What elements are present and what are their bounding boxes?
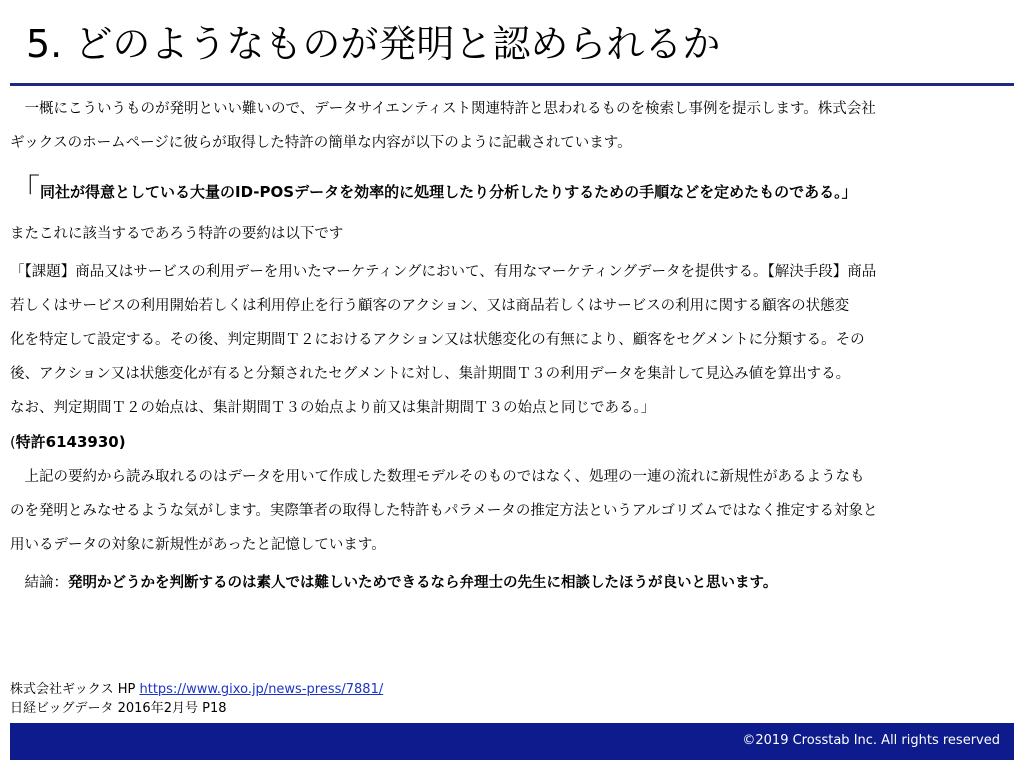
footer-bar: [10, 723, 1014, 760]
highlight-open-quote: 「: [10, 173, 40, 208]
highlight-quote: [10, 166, 1014, 217]
conclusion-label: 結論：: [10, 575, 68, 591]
abstract-line-1: 「【課題】商品又はサービスの利用デーを用いたマーケティングにおいて、有用なマーケティングデータを提供する。【解決手段】商品: [10, 264, 877, 280]
commentary-line-1: 上記の要約から読み取れるのはデータを用いて作成した数理モデルそのものではなく、処理の一連の流れに新規性があるようなも: [10, 469, 865, 485]
source-line-2: 日経ビッグデータ 2016年2月号 P18: [10, 701, 227, 716]
abstract-line-2: 若しくはサービスの利用開始若しくは利用停止を行う顧客のアクション、又は商品若しくはサービスの利用に関する顧客の状態変: [10, 298, 850, 314]
intro-line-2: ギックスのホームページに彼らが取得した特許の簡単な内容が以下のように記載されています。: [10, 135, 632, 151]
patent-open-paren: (: [10, 435, 16, 451]
highlight-text: 同社が得意としている大量のID-POSデータを効率的に処理したり分析したりするための手順などを定めたものである。」: [40, 183, 857, 201]
source-line-1: [10, 680, 383, 699]
title-divider: [10, 83, 1014, 86]
page-title: 5. どのようなものが発明と認められるか: [26, 22, 721, 66]
abstract-line-3: 化を特定して設定する。その後、判定期間Ｔ２におけるアクション又は状態変化の有無により、顧客をセグメントに分類する。その: [10, 332, 865, 348]
source-1-label: 株式会社ギックス HP: [10, 682, 140, 697]
abstract-line-5: なお、判定期間Ｔ２の始点は、集計期間Ｔ３の始点より前又は集計期間Ｔ３の始点と同じである。」: [10, 400, 656, 416]
main-content: [10, 92, 1014, 600]
copyright-text: ©2019 Crosstab Inc. All rights reserved: [742, 733, 1000, 748]
patent-number-text: 特許6143930): [15, 433, 126, 451]
lead-text: またこれに該当するであろう特許の要約は以下です: [10, 226, 344, 242]
commentary-line-3: 用いるデータの対象に新規性があったと記憶しています。: [10, 537, 386, 553]
commentary-line-2: のを発明とみなせるような気がします。実際筆者の取得した特許もパラメータの推定方法というアルゴリズムではなく推定する対象と: [10, 503, 878, 519]
conclusion-text: 発明かどうかを判断するのは素人では難しいためできるなら弁理士の先生に相談したほうが良いと思います。: [68, 575, 778, 591]
abstract-line-4: 後、アクション又は状態変化が有ると分類されたセグメントに対し、集計期間Ｔ３の利用データを集計して見込み値を算出する。: [10, 366, 851, 382]
conclusion: [10, 566, 1014, 600]
source-link[interactable]: https://www.gixo.jp/news-press/7881/: [139, 682, 384, 697]
sources: [10, 680, 383, 718]
intro-line-1: 一概にこういうものが発明といい難いので、データサイエンティスト関連特許と思われるものを検索し事例を提示します。株式会社: [10, 101, 876, 117]
patent-number: [10, 425, 1014, 460]
